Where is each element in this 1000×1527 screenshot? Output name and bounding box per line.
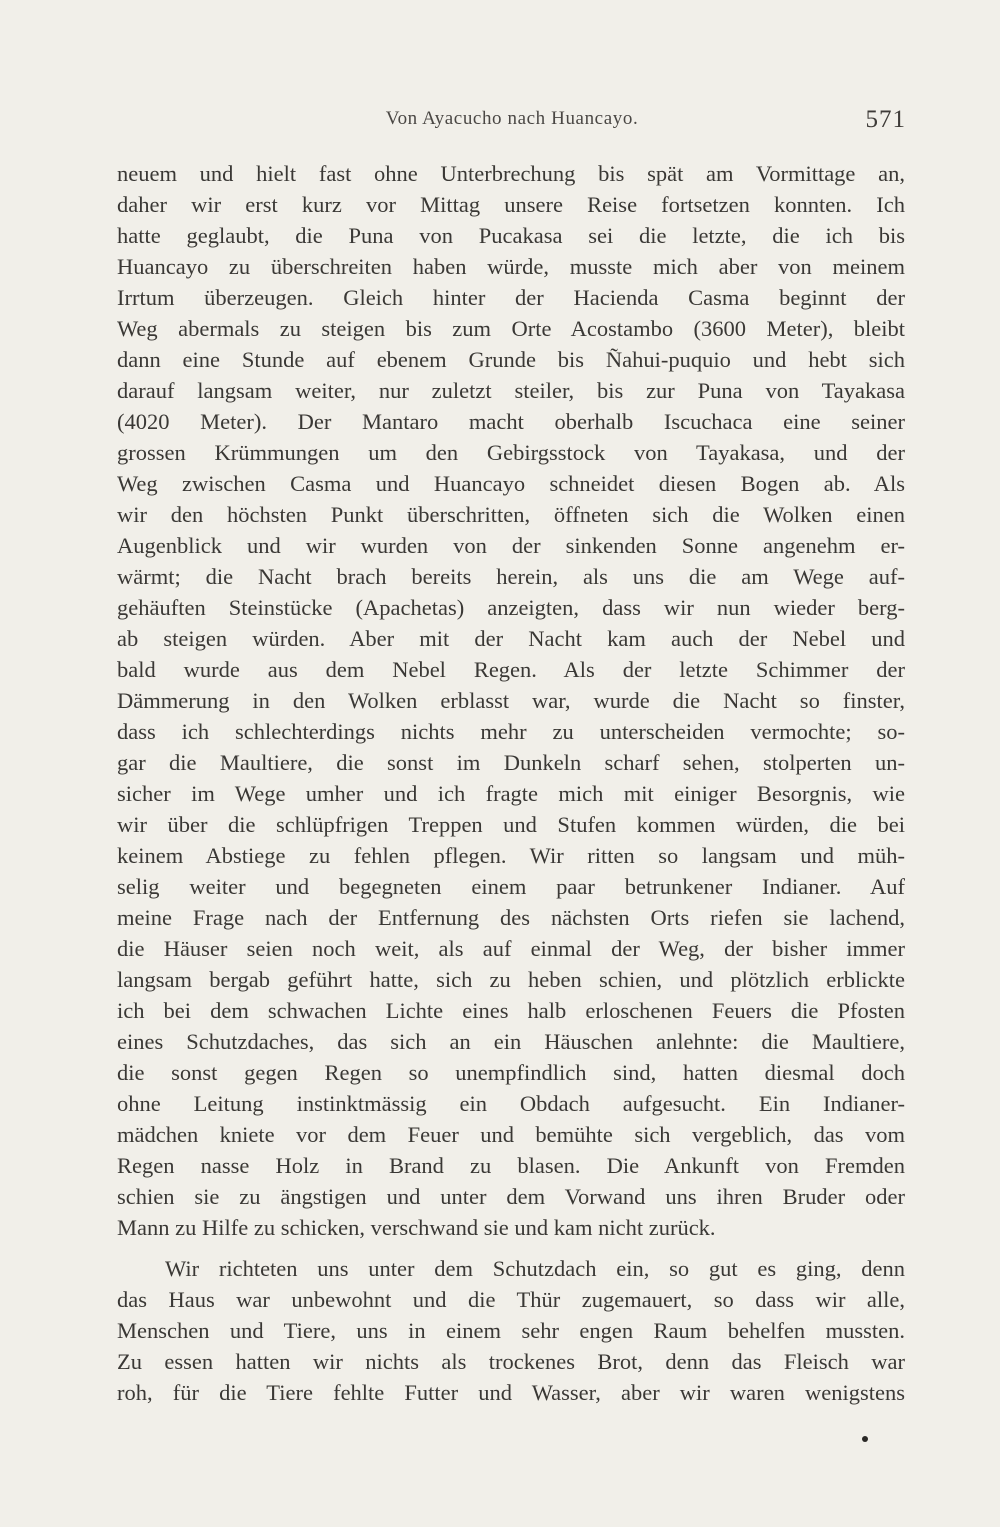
text-line: grossen Krümmungen um den Gebirgsstock von Tayakasa, und der: [117, 440, 905, 465]
text-line: das Haus war unbewohnt und die Thür zugemauert, so dass wir alle,: [117, 1287, 905, 1312]
text-line: Zu essen hatten wir nichts als trockenes Brot, denn das Fleisch war: [117, 1349, 905, 1374]
text-line: mädchen kniete vor dem Feuer und bemühte sich vergeblich, das vom: [117, 1122, 905, 1147]
paragraph-2: [117, 1253, 905, 1408]
text-line: neuem und hielt fast ohne Unterbrechung bis spät am Vormittage an,: [117, 161, 905, 186]
running-title: Von Ayacucho nach Huancayo.: [385, 108, 639, 129]
text-line: dass ich schlechterdings nichts mehr zu unterscheiden vermochte; so-: [117, 719, 905, 744]
text-line: ich bei dem schwachen Lichte eines halb erloschenen Feuers die Pfosten: [117, 998, 905, 1023]
text-line: keinem Abstiege zu fehlen pflegen. Wir ritten so langsam und müh-: [117, 843, 905, 868]
text-line: eines Schutzdaches, das sich an ein Häuschen anlehnte: die Maultiere,: [117, 1029, 905, 1054]
text-line: ohne Leitung instinktmässig ein Obdach aufgesucht. Ein Indianer-: [117, 1091, 905, 1116]
text-line: Weg abermals zu steigen bis zum Orte Acostambo (3600 Meter), bleibt: [117, 316, 905, 341]
text-line: selig weiter und begegneten einem paar betrunkener Indianer. Auf: [117, 874, 905, 899]
text-line: ab steigen würden. Aber mit der Nacht kam auch der Nebel und: [117, 626, 905, 651]
text-line: gar die Maultiere, die sonst im Dunkeln scharf sehen, stolperten un-: [117, 750, 905, 775]
text-line: Weg zwischen Casma und Huancayo schneidet diesen Bogen ab. Als: [117, 471, 905, 496]
text-line: wärmt; die Nacht brach bereits herein, als uns die am Wege auf-: [117, 564, 905, 589]
text-line: Mann zu Hilfe zu schicken, verschwand sie und kam nicht zurück.: [117, 1215, 716, 1240]
paragraph-break: [117, 1243, 905, 1253]
ink-speck: [862, 1436, 868, 1442]
text-line: Irrtum überzeugen. Gleich hinter der Hacienda Casma beginnt der: [117, 285, 905, 310]
text-line: hatte geglaubt, die Puna von Pucakasa sei die letzte, die ich bis: [117, 223, 905, 248]
text-line: die sonst gegen Regen so unempfindlich sind, hatten diesmal doch: [117, 1060, 905, 1085]
text-line: wir über die schlüpfrigen Treppen und Stufen kommen würden, die bei: [117, 812, 905, 837]
text-line: Huancayo zu überschreiten haben würde, musste mich aber von meinem: [117, 254, 905, 279]
running-head: [118, 108, 906, 138]
text-line: Dämmerung in den Wolken erblasst war, wurde die Nacht so finster,: [117, 688, 905, 713]
text-line: dann eine Stunde auf ebenem Grunde bis Ñahui-puquio und hebt sich: [117, 347, 905, 372]
text-line: Regen nasse Holz in Brand zu blasen. Die Ankunft von Fremden: [117, 1153, 905, 1178]
text-line: bald wurde aus dem Nebel Regen. Als der letzte Schimmer der: [117, 657, 905, 682]
text-line: gehäuften Steinstücke (Apachetas) anzeigten, dass wir nun wieder berg-: [117, 595, 905, 620]
text-line: langsam bergab geführt hatte, sich zu heben schien, und plötzlich erblickte: [117, 967, 905, 992]
text-line: Menschen und Tiere, uns in einem sehr engen Raum behelfen mussten.: [117, 1318, 905, 1343]
text-line: die Häuser seien noch weit, als auf einmal der Weg, der bisher immer: [117, 936, 905, 961]
page-number: 571: [865, 106, 906, 133]
text-line: Augenblick und wir wurden von der sinkenden Sonne angenehm er-: [117, 533, 905, 558]
text-line: meine Frage nach der Entfernung des nächsten Orts riefen sie lachend,: [117, 905, 905, 930]
text-line: wir den höchsten Punkt überschritten, öffneten sich die Wolken einen: [117, 502, 905, 527]
text-line: schien sie zu ängstigen und unter dem Vorwand uns ihren Bruder oder: [117, 1184, 905, 1209]
paragraph-1: [117, 158, 905, 1243]
text-line: sicher im Wege umher und ich fragte mich mit einiger Besorgnis, wie: [117, 781, 905, 806]
text-line: darauf langsam weiter, nur zuletzt steiler, bis zur Puna von Tayakasa: [117, 378, 905, 403]
text-line: (4020 Meter). Der Mantaro macht oberhalb Iscuchaca eine seiner: [117, 409, 905, 434]
text-line: daher wir erst kurz vor Mittag unsere Reise fortsetzen konnten. Ich: [117, 192, 905, 217]
text-line: roh, für die Tiere fehlte Futter und Wasser, aber wir waren wenigstens: [117, 1380, 905, 1405]
text-line: Wir richteten uns unter dem Schutzdach ein, so gut es ging, denn: [165, 1256, 905, 1281]
body-text: [117, 158, 905, 1408]
